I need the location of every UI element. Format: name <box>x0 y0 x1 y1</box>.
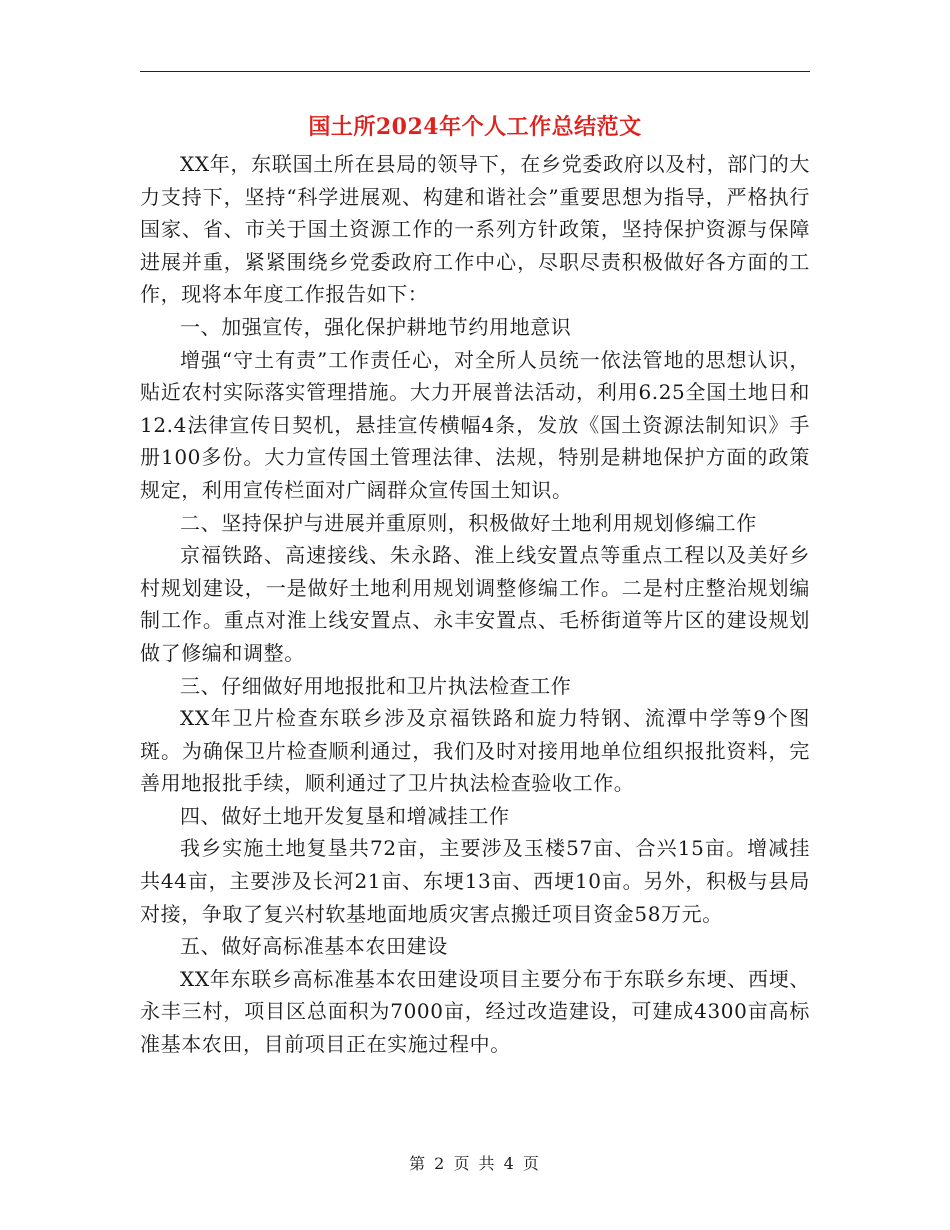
section-heading-1: 一、加强宣传，强化保护耕地节约用地意识 <box>180 314 572 339</box>
section-paragraph-4: 我乡实施土地复垦共72亩，主要涉及玉楼57亩、合兴15亩。增减挂共44亩，主要涉及长河21亩、东埂13亩、西埂10亩。另外，积极与县局对接，争取了复兴村软基地面地质灾害点搬迁项目资金58万元。 <box>140 836 810 926</box>
intro-paragraph: XX年，东联国土所在县局的领导下，在乡党委政府以及村，部门的大力支持下，坚持“科学进展观、构建和谐社会”重要思想为指导，严格执行国家、省、市关于国土资源工作的一系列方针政策，坚持保护资源与保障进展并重，紧紧围绕乡党委政府工作中心，尽职尽责积极做好各方面的工作，现将本年度工作报告如下： <box>140 152 810 307</box>
page-number: 第 2 页 共 4 页 <box>409 1154 541 1173</box>
section-heading-2: 二、坚持保护与进展并重原则，积极做好土地利用规划修编工作 <box>180 510 757 535</box>
section-heading-3: 三、仔细做好用地报批和卫片执法检查工作 <box>180 673 572 698</box>
document-body <box>140 148 810 1061</box>
section-heading-5: 五、做好高标准基本农田建设 <box>180 934 448 959</box>
header-rule <box>140 71 810 72</box>
section-paragraph-5: XX年东联乡高标准基本农田建设项目主要分布于东联乡东埂、西埂、永丰三村，项目区总面积为7000亩，经过改造建设，可建成4300亩高标准基本农田，目前项目正在实施过程中。 <box>140 966 810 1057</box>
section-paragraph-2: 京福铁路、高速接线、朱永路、淮上线安置点等重点工程以及美好乡村规划建设，一是做好土地利用规划调整修编工作。二是村庄整治规划编制工作。重点对淮上线安置点、永丰安置点、毛桥街道等片区的建设规划做了修编和调整。 <box>140 543 810 665</box>
section-heading-4: 四、做好土地开发复垦和增减挂工作 <box>180 803 510 828</box>
section-paragraph-3: XX年卫片检查东联乡涉及京福铁路和旋力特钢、流潭中学等9个图斑。为确保卫片检查顺利通过，我们及时对接用地单位组织报批资料，完善用地报批手续，顺利通过了卫片执法检查验收工作。 <box>140 706 810 796</box>
section-paragraph-1: 增强“守土有责”工作责任心，对全所人员统一依法管地的思想认识，贴近农村实际落实管理措施。大力开展普法活动，利用6.25全国土地日和12.4法律宣传日契机，悬挂宣传横幅4条，发放《国土资源法制知识》手册100多份。大力宣传国土管理法律、法规，特别是耕地保护方面的政策规定，利用宣传栏面对广阔群众宣传国土知识。 <box>140 347 810 502</box>
document-title: 国土所2024年个人工作总结范文 <box>308 114 642 140</box>
